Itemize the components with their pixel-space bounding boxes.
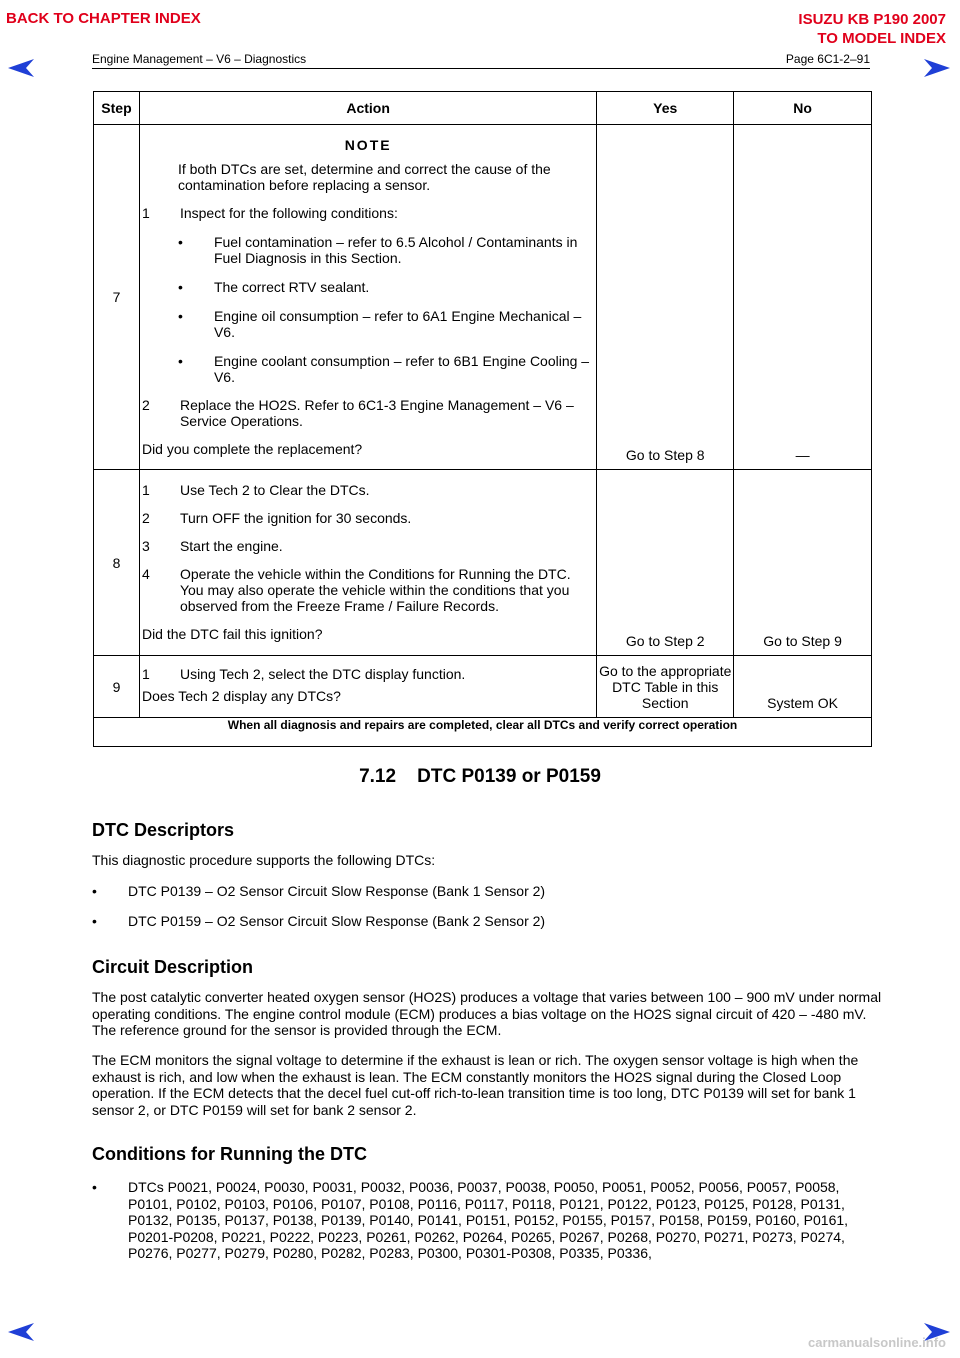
col-action: Action	[139, 92, 596, 125]
circuit-paragraph-2: The ECM monitors the signal voltage to determine if the exhaust is lean or rich. The oxygen sensor voltage is high when the exhaust is rich, and low when the exhaust is lean. The ECM constantly monitors the HO2S signal during the Closed Loop operation. If the ECM detects that the decel fuel cut-off rich-to-lean transition time is too long, DTC P0139 will set for bank 1 sensor 2, or DTC P0159 will set for bank 2 sensor 2.	[92, 1052, 859, 1118]
item-text: Inspect for the following conditions:	[179, 205, 398, 221]
item-number: 1	[141, 666, 150, 682]
yes-cell: Go to the appropriate DTC Table in this Section	[597, 656, 734, 718]
bullet-text: DTCs P0021, P0024, P0030, P0031, P0032, P0036, P0037, P0038, P0050, P0051, P0052, P0056, P0057, P0058, P0101, P0102, P0103, P0106, P0107, P0108, P0116, P0117, P0118, P0121, P0122, P0123, P0125, P0128, P0131, P0132, P0135, P0137, P0138, P0139, P0140, P0141, P0151, P0152, P0155, P0157, P0158, P0159, P0160, P0161, P0201-P0208, P0221, P0222, P0223, P0261, P0262, P0264, P0265, P0267, P0268, P0270, P0271, P0273, P0274, P0276, P0277, P0279, P0280, P0282, P0283, P0300, P0301-P0308, P0335, P0336,	[128, 1179, 849, 1261]
yes-cell: Go to Step 8	[597, 125, 734, 470]
table-footer-row	[94, 718, 872, 747]
page-number: Page 6C1-2–91	[785, 52, 870, 66]
bullet-icon: •	[92, 883, 97, 899]
bullet-icon: •	[92, 913, 97, 929]
header-rule	[92, 68, 870, 69]
bullet-icon: •	[177, 234, 183, 250]
list-item	[178, 279, 596, 295]
item-text: Use Tech 2 to Clear the DTCs.	[179, 482, 370, 498]
section-title: 7.12 DTC P0139 or P0159	[359, 766, 601, 787]
bullet-text: DTC P0159 – O2 Sensor Circuit Slow Response (Bank 2 Sensor 2)	[128, 913, 546, 929]
list-item	[92, 883, 882, 900]
model-title: ISUZU KB P190 2007	[798, 11, 946, 28]
list-item	[140, 666, 596, 682]
next-page-arrow-icon[interactable]	[922, 58, 950, 78]
conditions-heading: Conditions for Running the DTC	[92, 1144, 367, 1164]
list-item	[92, 913, 882, 930]
item-text: Operate the vehicle within the Conditions for Running the DTC. You may also operate the vehicle within the conditions that you observed from the Freeze Frame / Failure Records.	[179, 566, 571, 614]
list-item	[178, 308, 596, 340]
no-cell: —	[734, 125, 872, 470]
back-to-chapter-link[interactable]: BACK TO CHAPTER INDEX	[6, 10, 201, 27]
table-row	[94, 470, 872, 656]
watermark: carmanualsonline.info	[808, 1335, 946, 1350]
bullet-text: The correct RTV sealant.	[213, 279, 370, 295]
list-item	[140, 205, 596, 221]
item-text: Start the engine.	[179, 538, 283, 554]
page-header-title: Engine Management – V6 – Diagnostics	[92, 52, 307, 66]
no-cell: System OK	[734, 656, 872, 718]
prev-page-arrow-icon[interactable]	[8, 58, 36, 78]
bullet-icon: •	[177, 279, 183, 295]
item-number: 1	[141, 205, 150, 221]
col-yes: Yes	[597, 92, 734, 125]
prev-page-arrow-bottom-icon[interactable]	[8, 1322, 36, 1342]
note-body: If both DTCs are set, determine and correct the cause of the contamination before replacing a sensor.	[177, 161, 551, 193]
descriptors-intro: This diagnostic procedure supports the following DTCs:	[92, 852, 436, 868]
col-step: Step	[94, 92, 140, 125]
action-cell	[139, 470, 596, 656]
list-item	[140, 566, 596, 614]
descriptors-heading: DTC Descriptors	[92, 820, 235, 840]
model-nav	[798, 10, 946, 48]
action-cell	[139, 125, 596, 470]
question: Did the DTC fail this ignition?	[141, 626, 323, 642]
table-row	[94, 656, 872, 718]
step-number: 9	[94, 656, 140, 718]
col-no: No	[734, 92, 872, 125]
list-item	[140, 510, 596, 526]
list-item	[140, 397, 596, 429]
table-header-row	[94, 92, 872, 125]
item-text: Replace the HO2S. Refer to 6C1-3 Engine Management – V6 – Service Operations.	[179, 397, 574, 429]
step-number: 8	[94, 470, 140, 656]
question: Does Tech 2 display any DTCs?	[141, 688, 341, 704]
yes-cell: Go to Step 2	[597, 470, 734, 656]
item-text: Turn OFF the ignition for 30 seconds.	[179, 510, 412, 526]
to-model-index-link[interactable]: TO MODEL INDEX	[817, 30, 946, 47]
no-cell: Go to Step 9	[734, 470, 872, 656]
circuit-heading: Circuit Description	[92, 957, 254, 977]
bullet-icon: •	[92, 1179, 97, 1195]
item-number: 2	[141, 510, 150, 526]
diagnostic-table	[93, 91, 872, 747]
list-item	[178, 234, 596, 266]
bullet-text: DTC P0139 – O2 Sensor Circuit Slow Response (Bank 1 Sensor 2)	[128, 883, 546, 899]
note-title: NOTE	[344, 137, 392, 153]
list-item	[92, 1179, 882, 1262]
step-number: 7	[94, 125, 140, 470]
bullet-text: Fuel contamination – refer to 6.5 Alcohol / Contaminants in Fuel Diagnosis in this Section.	[213, 234, 578, 266]
item-text: Using Tech 2, select the DTC display function.	[179, 666, 466, 682]
list-item	[178, 353, 596, 385]
table-row	[94, 125, 872, 470]
list-item	[140, 538, 596, 554]
bullet-text: Engine oil consumption – refer to 6A1 Engine Mechanical – V6.	[213, 308, 582, 340]
table-footer-note: When all diagnosis and repairs are completed, clear all DTCs and verify correct operation	[94, 718, 872, 747]
item-number: 2	[141, 397, 150, 413]
question: Did you complete the replacement?	[141, 441, 363, 457]
bullet-text: Engine coolant consumption – refer to 6B1 Engine Cooling – V6.	[213, 353, 590, 385]
action-cell	[139, 656, 596, 718]
bullet-icon: •	[177, 308, 183, 324]
item-number: 1	[141, 482, 150, 498]
list-item	[140, 482, 596, 498]
item-number: 3	[141, 538, 150, 554]
bullet-icon: •	[177, 353, 183, 369]
circuit-paragraph-1: The post catalytic converter heated oxygen sensor (HO2S) produces a voltage that varies between 100 – 900 mV under normal operating conditions. The engine control module (ECM) produces a bias voltage on the HO2S signal circuit of 420 – -480 mV. The reference ground for the sensor is provided through the ECM.	[92, 989, 882, 1038]
item-number: 4	[141, 566, 150, 582]
